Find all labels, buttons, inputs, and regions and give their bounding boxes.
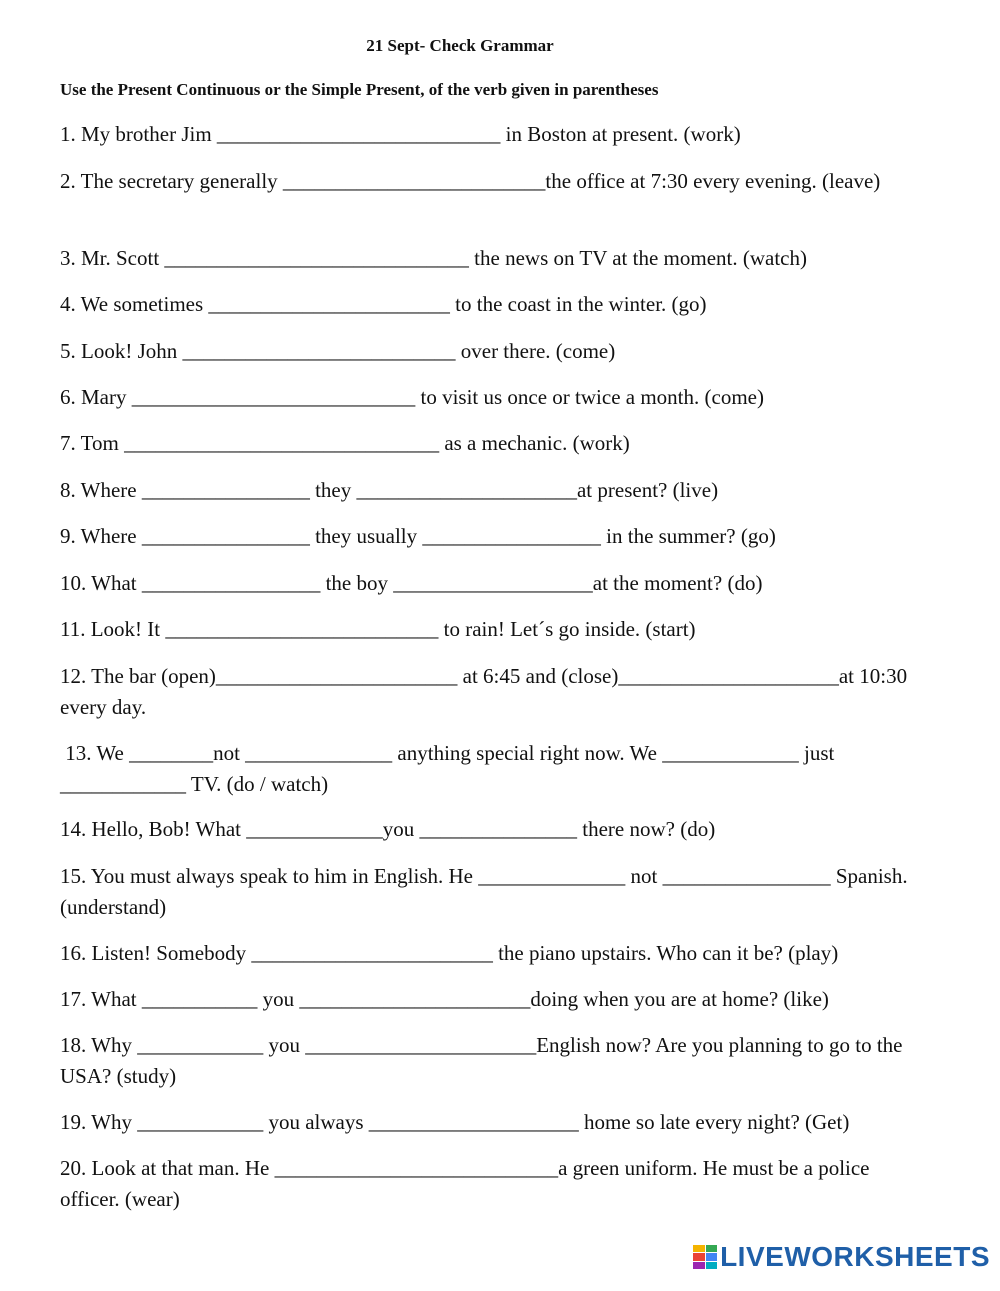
exercise-item-8: 8. Where ________________ they _____________________at present? (live) bbox=[60, 478, 719, 502]
exercise-item-5: 5. Look! John __________________________ over there. (come) bbox=[60, 339, 616, 363]
exercise-item-15: 15. You must always speak to him in English. He ______________ not ________________ Spanish. (understand) bbox=[60, 864, 913, 919]
logo-text: LIVEWORKSHEETS bbox=[720, 1241, 990, 1272]
exercise-item-9: 9. Where ________________ they usually _________________ in the summer? (go) bbox=[60, 524, 776, 548]
liveworksheets-logo bbox=[693, 1241, 990, 1273]
exercise-item-20: 20. Look at that man. He ___________________________a green uniform. He must be a police officer. (wear) bbox=[60, 1156, 875, 1211]
instructions: Use the Present Continuous or the Simple Present, of the verb given in parentheses bbox=[60, 80, 659, 99]
exercise-item-7: 7. Tom ______________________________ as a mechanic. (work) bbox=[60, 431, 630, 455]
exercise-item-14: 14. Hello, Bob! What _____________you _______________ there now? (do) bbox=[60, 817, 716, 841]
exercise-item-3: 3. Mr. Scott _____________________________ the news on TV at the moment. (watch) bbox=[60, 246, 807, 270]
page-title: 21 Sept- Check Grammar bbox=[366, 36, 554, 55]
exercise-item-6: 6. Mary ___________________________ to visit us once or twice a month. (come) bbox=[60, 385, 764, 409]
exercise-item-18: 18. Why ____________ you ______________________English now? Are you planning to go to the USA? (study) bbox=[60, 1033, 908, 1088]
liveworksheets-logo-icon bbox=[693, 1245, 717, 1269]
exercise-item-12: 12. The bar (open)_______________________ at 6:45 and (close)_____________________at 10:30 every day. bbox=[60, 664, 913, 719]
exercise-item-11: 11. Look! It __________________________ to rain! Let´s go inside. (start) bbox=[60, 617, 696, 641]
exercise-item-13: 13. We ________not ______________ anything special right now. We _____________ just ____________ TV. (do / watch) bbox=[60, 741, 840, 796]
exercise-item-4: 4. We sometimes _______________________ to the coast in the winter. (go) bbox=[60, 292, 707, 316]
exercise-item-19: 19. Why ____________ you always ____________________ home so late every night? (Get) bbox=[60, 1110, 850, 1134]
exercise-item-16: 16. Listen! Somebody _______________________ the piano upstairs. Who can it be? (play) bbox=[60, 941, 839, 965]
exercise-item-10: 10. What _________________ the boy ___________________at the moment? (do) bbox=[60, 571, 763, 595]
exercise-item-1: 1. My brother Jim ___________________________ in Boston at present. (work) bbox=[60, 122, 741, 146]
exercise-item-2: 2. The secretary generally _________________________the office at 7:30 every evening. (leave) bbox=[60, 169, 881, 193]
exercise-item-17: 17. What ___________ you ______________________doing when you are at home? (like) bbox=[60, 987, 829, 1011]
